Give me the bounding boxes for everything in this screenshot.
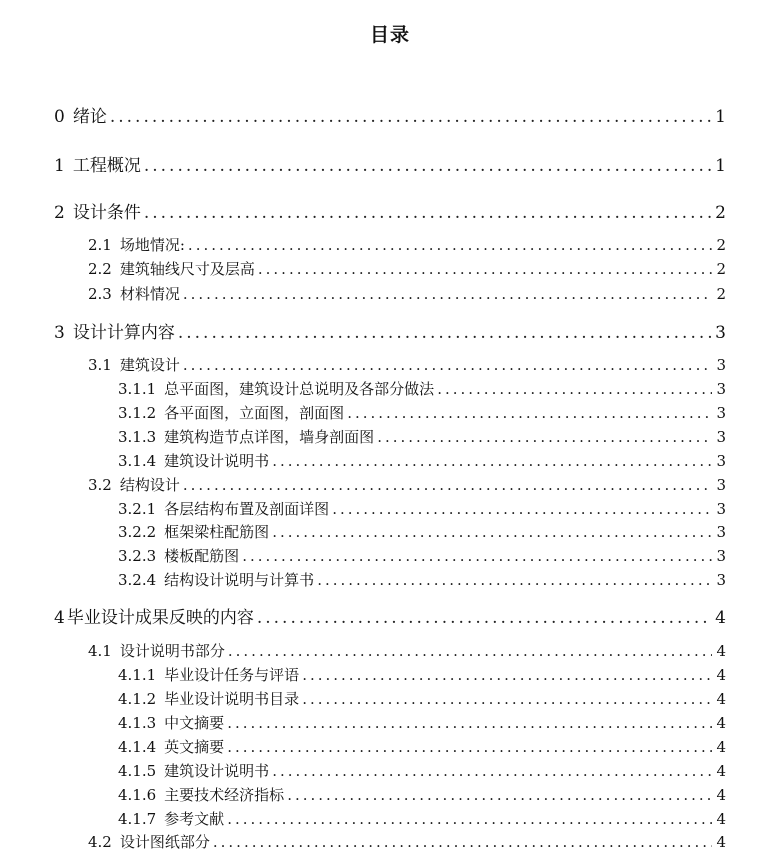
toc-leader-dots [227,810,712,828]
toc-entry-title: 框架梁柱配筋图 [164,523,270,541]
toc-entry-page: 3 [716,571,726,589]
toc-entry-title: 设计条件 [72,203,141,223]
toc-entry-page: 4 [716,833,726,851]
toc-entry-number: 3.1.1 [118,380,157,398]
toc-entry-title: 毕业设计说明书目录 [164,690,300,708]
toc-entry-title: 建筑设计说明书 [164,762,270,780]
toc-entry-number: 4.1.2 [118,690,157,708]
toc-leader-dots [242,547,712,565]
toc-leader-dots [188,236,712,254]
toc-leader-dots [183,476,712,494]
toc-entry-title: 参考文献 [164,810,225,828]
toc-entry[interactable] [118,426,726,447]
toc-entry[interactable] [118,545,726,566]
toc-entry[interactable] [54,318,726,343]
toc-entry-number: 2.1 [88,236,112,254]
toc-entry[interactable] [118,569,726,590]
toc-entry-page: 4 [716,690,726,708]
toc-entry[interactable] [118,402,726,423]
toc-leader-dots [144,203,711,223]
toc-entry-number: 3.2.4 [118,571,157,589]
toc-entry-number: 2.2 [88,260,112,278]
toc-leader-dots [437,380,712,398]
toc-entry[interactable] [118,736,726,757]
toc-entry-number: 3.1.4 [118,452,157,470]
page-title: 目录 [369,24,410,46]
toc-entry[interactable] [118,688,726,709]
toc-entry[interactable] [54,198,726,223]
toc-entry-title: 毕业设计任务与评语 [164,666,300,684]
toc-entry-number: 2 [54,203,65,223]
toc-entry-title: 建筑轴线尺寸及层高 [119,260,255,278]
toc-entry-title: 毕业设计成果反映的内容 [66,608,254,628]
toc-entry-number: 3 [54,323,65,343]
toc-entry[interactable] [118,712,726,733]
toc-entry-page: 4 [716,810,726,828]
toc-entry[interactable] [88,474,726,495]
toc-entry[interactable] [88,354,726,375]
toc-entry-page: 4 [716,642,726,660]
toc-entry-page: 3 [716,476,726,494]
toc-entry[interactable] [118,378,726,399]
toc-entry-title: 结构设计说明与计算书 [164,571,315,589]
toc-entry[interactable] [54,603,726,628]
toc-leader-dots [227,738,712,756]
toc-leader-dots [272,452,712,470]
toc-entry-page: 3 [716,500,726,518]
toc-entry-number: 4.1.3 [118,714,157,732]
toc-entry[interactable] [54,102,726,127]
toc-entry[interactable] [118,760,726,781]
toc-leader-dots [258,260,712,278]
toc-entry-page: 2 [715,203,726,223]
toc-entry-number: 4 [54,608,65,628]
toc-entry-page: 3 [716,356,726,374]
toc-leader-dots [228,642,712,660]
toc-entry-number: 3.2.3 [118,547,157,565]
toc-entry-page: 3 [716,547,726,565]
toc-entry-page: 2 [716,236,726,254]
toc-entry-number: 3.1.3 [118,428,157,446]
toc-entry[interactable] [118,784,726,805]
toc-entry[interactable] [88,258,726,279]
toc-entry-title: 各平面图，立面图，剖面图 [164,404,345,422]
toc-entry-page: 3 [716,404,726,422]
toc-leader-dots [272,762,712,780]
toc-entry-title: 材料情况 [119,285,180,303]
toc-leader-dots [183,356,712,374]
toc-entry-number: 3.2.2 [118,523,157,541]
toc-entry-number: 1 [54,156,65,176]
toc-entry-number: 4.1 [88,642,112,660]
toc-entry-number: 3.2 [88,476,112,494]
toc-entry-number: 0 [54,107,65,127]
toc-entry-page: 4 [716,762,726,780]
toc-entry[interactable] [118,498,726,519]
toc-entry-title: 英文摘要 [164,738,225,756]
toc-entry[interactable] [88,831,726,852]
toc-entry[interactable] [118,521,726,542]
toc-entry-title: 设计图纸部分 [119,833,210,851]
toc-entry-number: 4.2 [88,833,112,851]
toc-leader-dots [144,156,711,176]
toc-entry-page: 2 [716,260,726,278]
toc-entry-number: 2.3 [88,285,112,303]
toc-entry[interactable] [88,283,726,304]
toc-leader-dots [257,608,711,628]
toc-leader-dots [317,571,712,589]
toc-entry-title: 总平面图，建筑设计总说明及各部分做法 [164,380,435,398]
toc-leader-dots [302,690,712,708]
toc-leader-dots [110,107,711,127]
toc-leader-dots [332,500,712,518]
toc-entry-page: 1 [715,107,726,127]
toc-entry-title: 中文摘要 [164,714,225,732]
toc-entry-title: 建筑构造节点详图，墙身剖面图 [164,428,375,446]
toc-entry-page: 3 [715,323,726,343]
toc-entry-page: 4 [716,786,726,804]
toc-entry-page: 3 [716,380,726,398]
toc-entry-page: 4 [716,666,726,684]
toc-entry-number: 4.1.4 [118,738,157,756]
toc-entry-page: 4 [716,738,726,756]
toc-entry-number: 4.1.6 [118,786,157,804]
toc-entry-number: 4.1.7 [118,810,157,828]
toc-entry[interactable] [118,664,726,685]
toc-leader-dots [287,786,712,804]
toc-entry[interactable] [118,450,726,471]
toc-entry-title: 结构设计 [119,476,180,494]
toc-entry[interactable] [54,151,726,176]
toc-leader-dots [213,833,712,851]
toc-entry-title: 各层结构布置及剖面详图 [164,500,330,518]
toc-entry-page: 4 [715,608,726,628]
toc-leader-dots [227,714,712,732]
toc-entry-title: 设计说明书部分 [119,642,225,660]
toc-entry-title: 工程概况 [72,156,141,176]
toc-leader-dots [178,323,711,343]
toc-entry-title: 场地情况: [119,236,185,254]
toc-entry-page: 3 [716,523,726,541]
toc-entry-title: 设计计算内容 [72,323,175,343]
toc-entry-title: 主要技术经济指标 [164,786,285,804]
toc-entry-number: 4.1.5 [118,762,157,780]
toc-entry-title: 建筑设计 [119,356,180,374]
toc-entry-title: 绪论 [72,107,107,127]
toc-entry-title: 建筑设计说明书 [164,452,270,470]
toc-leader-dots [347,404,712,422]
toc-entry-page: 3 [716,452,726,470]
toc-entry[interactable] [88,640,726,661]
toc-leader-dots [272,523,712,541]
toc-entry-title: 楼板配筋图 [164,547,240,565]
toc-entry[interactable] [118,808,726,829]
toc-leader-dots [302,666,712,684]
toc-leader-dots [183,285,712,303]
toc-entry-number: 3.2.1 [118,500,157,518]
toc-entry[interactable] [88,234,726,255]
toc-entry-page: 1 [715,156,726,176]
toc-entry-number: 4.1.1 [118,666,157,684]
toc-entry-page: 2 [716,285,726,303]
toc-entry-number: 3.1.2 [118,404,157,422]
toc-entry-page: 3 [716,428,726,446]
toc-leader-dots [377,428,712,446]
toc-entry-number: 3.1 [88,356,112,374]
toc-entry-page: 4 [716,714,726,732]
